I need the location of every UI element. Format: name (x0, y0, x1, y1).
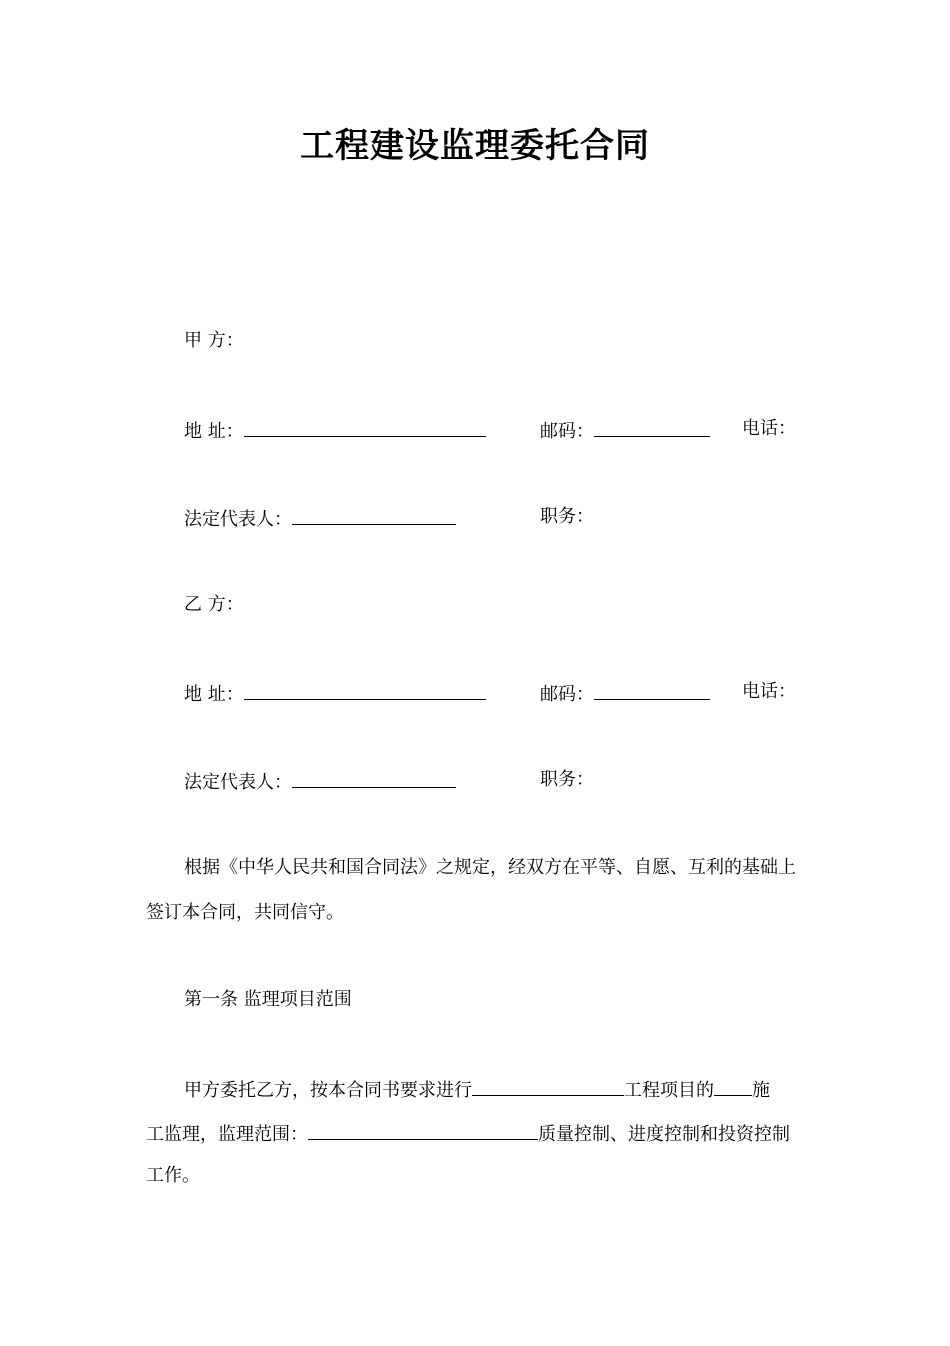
party-a-postcode-label: 邮码： (540, 421, 594, 442)
party-b-phone-label: 电话： (742, 681, 796, 702)
party-b-rep-row (184, 767, 456, 793)
party-b-address-row (184, 679, 486, 705)
party-a-postcode-row (540, 416, 710, 442)
party-b-address-label: 地 址： (184, 684, 244, 705)
party-a-position-label: 职务： (540, 506, 594, 527)
article-1-text-c: 施 (752, 1080, 770, 1101)
party-b-rep-field[interactable] (292, 767, 456, 788)
article-1-heading: 第一条 监理项目范围 (184, 989, 352, 1010)
article-1-text-e: 质量控制、进度控制和投资控制 (538, 1124, 790, 1145)
party-b-position-label: 职务： (540, 769, 594, 790)
party-a-label: 甲 方： (184, 330, 244, 351)
project-stage-blank[interactable] (714, 1075, 752, 1096)
party-b-postcode-label: 邮码： (540, 684, 594, 705)
article-1-text-d: 工监理，监理范围： (146, 1124, 308, 1145)
article-1-line-2 (146, 1119, 790, 1145)
party-b-address-field[interactable] (244, 679, 486, 700)
article-1-line-3: 工作。 (146, 1165, 200, 1186)
party-a-address-row (184, 416, 486, 442)
party-a-postcode-field[interactable] (594, 416, 710, 437)
party-a-address-label: 地 址： (184, 421, 244, 442)
supervision-scope-blank[interactable] (308, 1119, 538, 1140)
article-1-line-1 (184, 1075, 770, 1101)
party-a-rep-row (184, 504, 456, 530)
party-a-rep-field[interactable] (292, 504, 456, 525)
article-1-text-b: 工程项目的 (624, 1080, 714, 1101)
party-a-rep-label: 法定代表人： (184, 509, 292, 530)
article-1-text-a: 甲方委托乙方，按本合同书要求进行 (184, 1080, 472, 1101)
preamble-line-1: 根据《中华人民共和国合同法》之规定，经双方在平等、自愿、互利的基础上 (184, 857, 796, 878)
project-name-blank[interactable] (472, 1075, 624, 1096)
preamble-line-2: 签订本合同，共同信守。 (146, 902, 344, 923)
party-b-postcode-row (540, 679, 710, 705)
party-a-phone-label: 电话： (742, 418, 796, 439)
party-b-postcode-field[interactable] (594, 679, 710, 700)
document-title: 工程建设监理委托合同 (300, 126, 650, 166)
party-a-address-field[interactable] (244, 416, 486, 437)
party-b-label: 乙 方： (184, 594, 244, 615)
party-b-rep-label: 法定代表人： (184, 772, 292, 793)
